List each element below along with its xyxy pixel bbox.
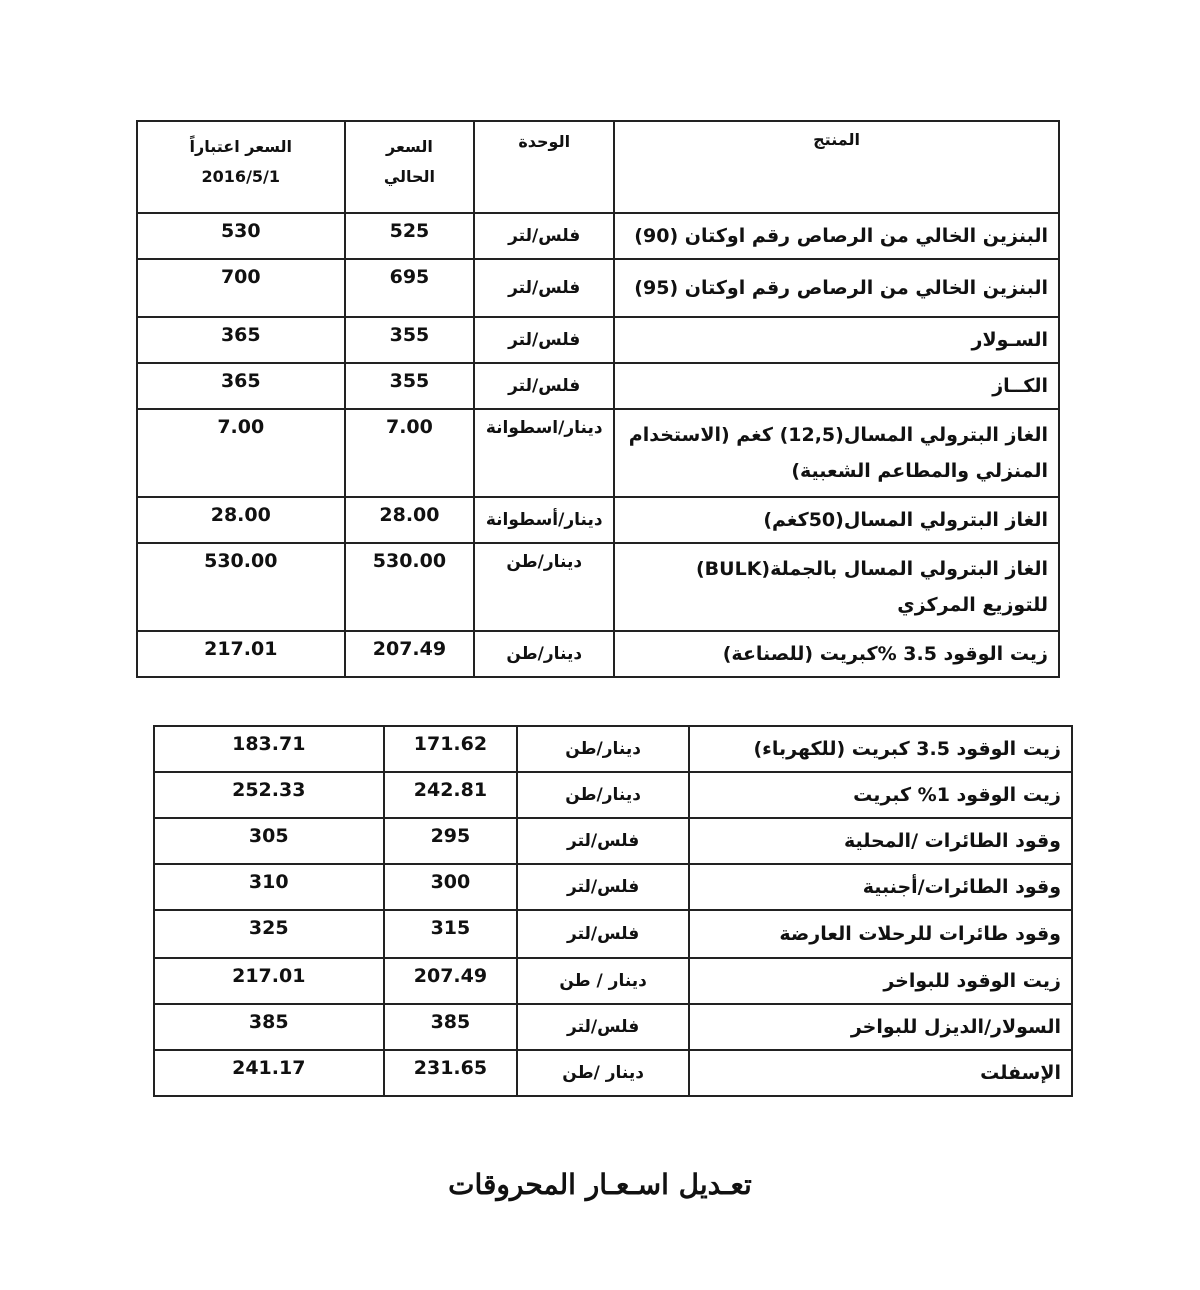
unit-cell: فلس/لتر [517, 1004, 689, 1050]
new-price-cell: 310 [154, 864, 384, 910]
table-row [137, 213, 1059, 259]
unit-cell: فلس/لتر [474, 213, 614, 259]
product-cell: زيت الوقود 3.5 %كبريت (للصناعة) [614, 631, 1059, 677]
table-row [137, 259, 1059, 317]
current-price-cell: 525 [345, 213, 475, 259]
product-cell: البنزين الخالي من الرصاص رقم اوكتان (95) [614, 259, 1059, 317]
table-row [154, 1004, 1072, 1050]
header-product: المنتج [614, 121, 1059, 213]
table-row [154, 772, 1072, 818]
new-price-cell: 305 [154, 818, 384, 864]
price-table-2 [153, 725, 1073, 1097]
table-row [154, 818, 1072, 864]
new-price-cell: 183.71 [154, 726, 384, 772]
price-table-1 [136, 120, 1060, 678]
product-cell: الكــاز [614, 363, 1059, 409]
product-cell: وقود الطائرات/أجنبية [689, 864, 1072, 910]
current-price-cell: 530.00 [345, 543, 475, 631]
new-price-cell: 28.00 [137, 497, 345, 543]
header-current-price-line1: السعر [386, 137, 433, 156]
product-cell: البنزين الخالي من الرصاص رقم اوكتان (90) [614, 213, 1059, 259]
table-row [154, 726, 1072, 772]
unit-cell: فلس/لتر [517, 864, 689, 910]
new-price-cell: 700 [137, 259, 345, 317]
unit-cell: فلس/لتر [517, 818, 689, 864]
table-row [137, 543, 1059, 631]
unit-cell: دينار / طن [517, 958, 689, 1004]
product-cell: زيت الوقود 3.5 كبريت (للكهرباء) [689, 726, 1072, 772]
product-cell: الغاز البترولي المسال(12,5) كغم (الاستخدام المنزلي والمطاعم الشعبية) [614, 409, 1059, 497]
product-cell: السـولار [614, 317, 1059, 363]
product-cell: وقود طائرات للرحلات العارضة [689, 910, 1072, 958]
unit-cell: دينار /طن [517, 1050, 689, 1096]
current-price-cell: 355 [345, 317, 475, 363]
current-price-cell: 7.00 [345, 409, 475, 497]
table-row [154, 958, 1072, 1004]
current-price-cell: 315 [384, 910, 518, 958]
unit-cell: دينار/طن [517, 772, 689, 818]
unit-cell: دينار/طن [474, 543, 614, 631]
new-price-cell: 217.01 [137, 631, 345, 677]
header-new-price [137, 121, 345, 213]
new-price-cell: 530 [137, 213, 345, 259]
header-current-price [345, 121, 475, 213]
table-row [154, 910, 1072, 958]
new-price-cell: 325 [154, 910, 384, 958]
current-price-cell: 695 [345, 259, 475, 317]
table-row [137, 363, 1059, 409]
new-price-cell: 252.33 [154, 772, 384, 818]
current-price-cell: 355 [345, 363, 475, 409]
new-price-cell: 7.00 [137, 409, 345, 497]
product-cell: الإسفلت [689, 1050, 1072, 1096]
unit-cell: فلس/لتر [474, 259, 614, 317]
product-cell: زيت الوقود للبواخر [689, 958, 1072, 1004]
new-price-cell: 385 [154, 1004, 384, 1050]
product-cell: السولار/الديزل للبواخر [689, 1004, 1072, 1050]
product-cell: وقود الطائرات /المحلية [689, 818, 1072, 864]
table-row [137, 409, 1059, 497]
header-unit: الوحدة [474, 121, 614, 213]
current-price-cell: 242.81 [384, 772, 518, 818]
new-price-cell: 365 [137, 317, 345, 363]
current-price-cell: 385 [384, 1004, 518, 1050]
header-new-price-line1: السعر اعتباراً [189, 137, 293, 156]
current-price-cell: 28.00 [345, 497, 475, 543]
table-row [137, 631, 1059, 677]
table-row [154, 864, 1072, 910]
new-price-cell: 530.00 [137, 543, 345, 631]
header-new-price-line2: 2016/5/1 [201, 167, 281, 186]
unit-cell: دينار/طن [474, 631, 614, 677]
unit-cell: دينار/أسطوانة [474, 497, 614, 543]
current-price-cell: 207.49 [384, 958, 518, 1004]
table-row [154, 1050, 1072, 1096]
unit-cell: فلس/لتر [517, 910, 689, 958]
unit-cell: دينار/طن [517, 726, 689, 772]
new-price-cell: 241.17 [154, 1050, 384, 1096]
current-price-cell: 295 [384, 818, 518, 864]
unit-cell: فلس/لتر [474, 317, 614, 363]
unit-cell: فلس/لتر [474, 363, 614, 409]
header-current-price-line2: الحالي [383, 167, 436, 186]
product-cell: زيت الوقود 1% كبريت [689, 772, 1072, 818]
current-price-cell: 207.49 [345, 631, 475, 677]
new-price-cell: 365 [137, 363, 345, 409]
new-price-cell: 217.01 [154, 958, 384, 1004]
unit-cell: دينار/اسطوانة [474, 409, 614, 497]
product-cell: الغاز البترولي المسال بالجملة(BULK) للتوزيع المركزي [614, 543, 1059, 631]
current-price-cell: 300 [384, 864, 518, 910]
current-price-cell: 231.65 [384, 1050, 518, 1096]
document-title: تعـديل اسـعـار المحروقات [448, 1168, 752, 1201]
current-price-cell: 171.62 [384, 726, 518, 772]
table-row [137, 497, 1059, 543]
table-row [137, 317, 1059, 363]
product-cell: الغاز البترولي المسال(50كغم) [614, 497, 1059, 543]
